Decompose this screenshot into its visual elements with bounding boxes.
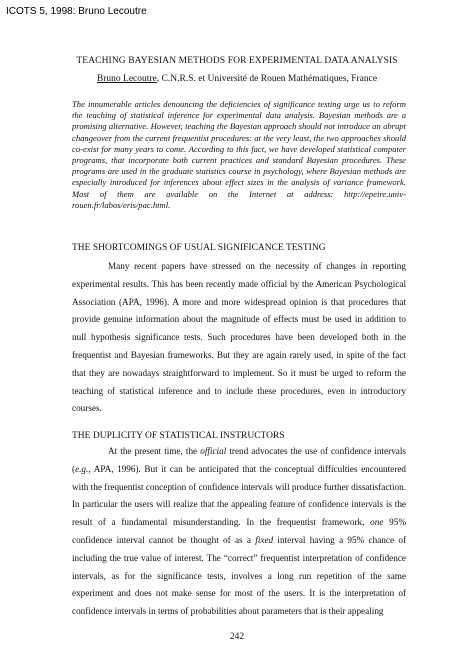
text-run: , APA, 1996). But it can be anticipated that the conceptual difficulties encountered with the frequentist conception of confidence intervals will produce further dissatisfaction. In particular the users will realize that the appealing feature of confidence intervals is the result of a fundamental misunderstanding. In the frequentist framework, — [72, 463, 406, 528]
running-header: ICOTS 5, 1998: Bruno Lecoutre — [6, 6, 147, 17]
text-run: At the present time, the — [108, 446, 201, 456]
emphasis-eg: e.g. — [75, 463, 89, 474]
section-heading-shortcomings: THE SHORTCOMINGS OF USUAL SIGNIFICANCE TESTING — [72, 243, 326, 253]
author-name: Bruno Lecoutre — [96, 74, 157, 84]
author-affiliation: , C.N.R.S. et Université de Rouen Mathématiques, France — [156, 74, 378, 84]
text-run: interval having a 95% chance of including the true value of interest. The “correct” frequentist interpretation of confidence intervals, as for the significance tests, involves a long run repetition of the same experiment and does not make sense for most of the users. It is the interpretation of confidence intervals in terms of probabilities about parameters that is their appealing — [72, 534, 406, 617]
emphasis-one: one — [370, 517, 384, 528]
abstract: The innumerable articles denouncing the deficiencies of significance testing urge us to reform the teaching of statistical inference for experimental data analysis. Bayesian methods are a promising alternative. However, teaching the Bayesian approach should not introduce an abrupt changeover from the current frequentist procedures: at the very least, the two approaches should co-exist for many years to come. According to this fact, we have developed statistical computer programs, that incorporate both current practices and standard Bayesian procedures. These programs are used in the graduate statistics course in psychology, where Bayesian methods are especially introduced for inferences about effect sizes in the analysis of variance framework. Most of them are available on the Internet at address: http://epeire.univ-rouen.fr/labos/eris/pac.html. — [72, 99, 406, 210]
author-line — [0, 74, 474, 84]
section-heading-duplicity: THE DUPLICITY OF STATISTICAL INSTRUCTORS — [72, 431, 285, 441]
text-run: trend advocates the use of confidence intervals ( — [72, 446, 406, 474]
page-number: 242 — [229, 632, 245, 642]
text-run: 95% confidence interval cannot be thought of as a — [72, 517, 407, 545]
emphasis-fixed: fixed — [255, 534, 274, 545]
section-paragraph-duplicity — [72, 443, 406, 621]
emphasis-official: official — [200, 446, 227, 456]
paper-title: TEACHING BAYESIAN METHODS FOR EXPERIMENTAL DATA ANALYSIS — [76, 56, 398, 66]
section-paragraph-shortcomings: Many recent papers have stressed on the necessity of changes in reporting experimental results. This has been recently made official by the American Psychological Association (APA, 1996). A more and more widespread opinion is that procedures that provide genuine information about the magnitude of effects must be used in addition to null hypothesis significance tests. Such procedures have been developed both in the frequentist and Bayesian frameworks. But they are again rarely used, in spite of the fact that they are nowadays straightforward to implement. So it must be urged to reform the teaching of statistical inference and to include these procedures, even in introductory courses. — [72, 261, 406, 414]
